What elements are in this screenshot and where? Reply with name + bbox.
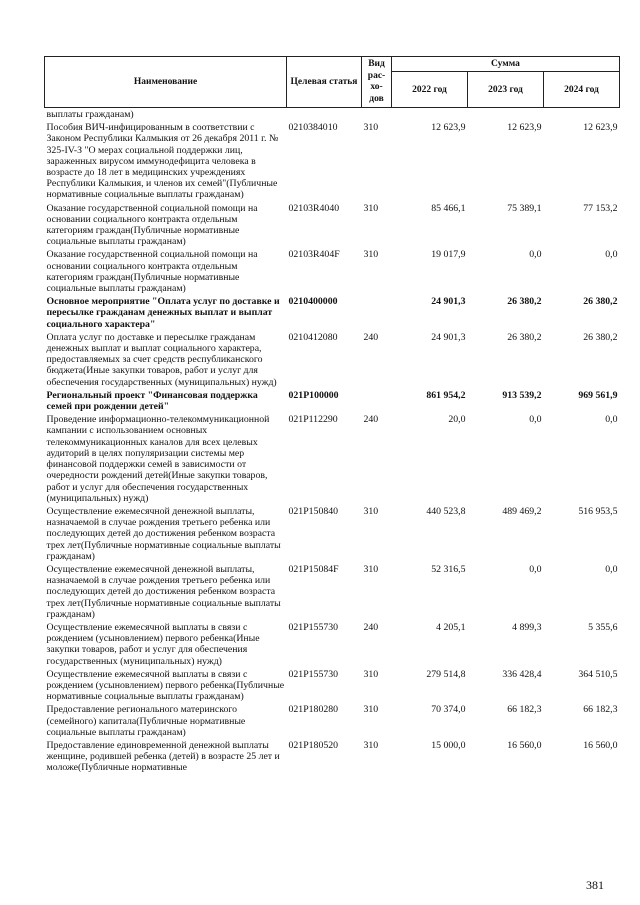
row-expense-type-cell: 310 [363,563,379,575]
row-name-cell: Осуществление ежемесячной денежной выплаты, назначаемой в случае рождения третьего ребенка или последующих детей до достижения ребенком возраста трех лет(Публичные нормативные социальные выплаты гражданам) [46,505,281,562]
row-amount-2023-cell: 75 389,1 [507,202,542,214]
row-name-cell: Осуществление ежемесячной выплаты в связи с рождением (усыновлением) первого ребенка(Иные закупки товаров, работ и услуг для обеспечения государственных (муниципальных) нужд) [46,621,260,667]
header-year-2024: 2024 год [544,72,620,108]
row-name-cell: Предоставление регионального материнского (семейного) капитала(Публичные нормативные социальные выплаты гражданам) [46,704,246,738]
row-name-cell: Оказание государственной социальной помощи на основании социального контракта отдельным категориям граждан(Публичные нормативные социальные выплаты гражданам) [46,249,258,295]
row-target-article-cell: 021P15084F [288,563,339,575]
row-amount-2024-cell: 16 560,0 [583,739,618,751]
row-amount-2023-cell: 489 469,2 [502,505,542,517]
row-expense-type-cell [362,295,392,331]
header-target-article: Целевая статья [287,57,362,108]
row-amount-2023-cell: 913 539,2 [502,389,542,401]
row-amount-2023-cell: 0,0 [529,563,542,575]
row-target-article-cell: 021P180520 [288,739,339,751]
row-target-article-cell: 0210384010 [288,122,338,134]
row-amount-2022-cell: 861 954,2 [426,389,466,401]
row-target-article-cell: 021P150840 [288,505,339,517]
row-expense-type-cell: 310 [363,704,379,716]
row-amount-2024-cell: 5 355,6 [588,621,618,633]
row-amount-2024-cell [544,108,620,122]
row-name-cell: Пособия ВИЧ-инфицированным в соответствии с Законом Республики Калмыкия от 26 декабря 2011 г. № 325-IV-З "О мерах социальной поддержки лиц, зараженных вирусом иммунодефицита человека в возрасте до 18 лет в медицинских учреждениях Республики Калмыкия, и членов их семей"(Публичные нормативные социальные выплаты гражданам) [46,122,279,201]
row-amount-2024-cell: 516 953,5 [578,505,618,517]
row-name-cell: Предоставление единовременной денежной выплаты женщине, родившей ребенка (детей) в возрасте 25 лет и моложе(Публичные нормативные [46,739,280,774]
row-amount-2022-cell: 20,0 [448,414,466,426]
header-sum: Сумма [392,57,620,72]
row-name-cell: Проведение информационно-телекоммуникационной кампании с использованием основных телекоммуникационных каналов для всех целевых аудиторий в целях популяризации системы мер финансовой поддержки семей в зависимости от очередности рождений детей(Иные закупки товаров, работ и услуг для обеспечения государственных (муниципальных) нужд) [46,414,270,504]
row-amount-2024-cell: 26 380,2 [583,331,618,343]
row-expense-type-cell: 240 [363,331,379,343]
table-row [45,202,620,249]
row-name-cell: Региональный проект "Финансовая поддержка семей при рождении детей" [46,389,258,413]
row-amount-2024-cell: 0,0 [605,414,618,426]
row-expense-type-cell: 310 [363,249,379,261]
row-name-cell: Осуществление ежемесячной денежной выплаты, назначаемой в случае рождения третьего ребенка или последующих детей до достижения ребенком возраста трех лет(Публичные нормативные социальные выплаты гражданам) [46,563,281,620]
row-amount-2022-cell: 15 000,0 [431,739,466,751]
table-header [45,57,620,108]
row-target-article-cell: 021P100000 [288,389,339,401]
row-amount-2022-cell: 24 901,3 [431,296,466,308]
row-target-article-cell: 0210400000 [288,296,338,308]
table-row [45,389,620,413]
page-number: 381 [586,878,604,892]
row-amount-2023-cell [468,108,544,122]
header-expense-type: Вид рас-хо-дов [362,57,392,108]
row-amount-2024-cell: 77 153,2 [583,202,618,214]
row-amount-2024-cell: 0,0 [605,249,618,261]
row-amount-2024-cell: 364 510,5 [578,668,618,680]
row-amount-2024-cell: 26 380,2 [583,296,618,308]
row-amount-2022-cell: 24 901,3 [431,331,466,343]
header-year-2022: 2022 год [392,72,468,108]
row-amount-2022-cell: 85 466,1 [431,202,466,214]
row-amount-2023-cell: 16 560,0 [507,739,542,751]
row-expense-type-cell: 240 [363,414,379,426]
header-name: Наименование [45,57,287,108]
row-amount-2023-cell: 26 380,2 [507,296,542,308]
row-target-article-cell: 02103R404F [288,249,340,261]
row-amount-2022-cell: 52 316,5 [431,563,466,575]
table-row [45,563,620,621]
table-row [45,505,620,563]
row-expense-type-cell: 310 [363,122,379,134]
row-name-cell: Оказание государственной социальной помощи на основании социального контракта отдельным категориям граждан(Публичные нормативные социальные выплаты гражданам) [46,202,258,248]
row-target-article-cell: 021P155730 [288,668,339,680]
row-amount-2022-cell: 279 514,8 [426,668,466,680]
row-name-cell: Оплата услуг по доставке и пересылке гражданам денежных выплат и выплат социального характера, предоставляемых за счет средств республиканского бюджета(Иные закупки товаров, работ и услуг для обеспечения государственных (муниципальных) нужд) [46,331,277,388]
table-row [45,621,620,668]
row-expense-type-cell [362,389,392,413]
row-name-cell: выплаты гражданам) [46,109,134,120]
row-amount-2023-cell: 4 899,3 [512,621,542,633]
row-target-article-cell [287,108,362,122]
row-amount-2023-cell: 336 428,4 [502,668,542,680]
row-expense-type-cell [362,108,392,122]
table-row [45,703,620,739]
row-amount-2023-cell: 26 380,2 [507,331,542,343]
table-row [45,248,620,295]
table-row [45,413,620,505]
row-expense-type-cell: 310 [363,202,379,214]
row-amount-2024-cell: 969 561,9 [578,389,618,401]
row-amount-2024-cell: 0,0 [605,563,618,575]
row-target-article-cell: 0210412080 [288,331,338,343]
table-body [45,108,620,775]
table-row [45,121,620,201]
row-target-article-cell: 021P180280 [288,704,339,716]
row-amount-2023-cell: 0,0 [529,249,542,261]
row-amount-2022-cell: 70 374,0 [431,704,466,716]
table-row [45,668,620,704]
row-expense-type-cell: 310 [363,668,379,680]
row-amount-2023-cell: 0,0 [529,414,542,426]
header-year-2023: 2023 год [468,72,544,108]
row-expense-type-cell: 310 [363,505,379,517]
table-row [45,108,620,122]
row-amount-2022-cell: 12 623,9 [431,122,466,134]
row-amount-2022-cell: 19 017,9 [431,249,466,261]
row-amount-2023-cell: 66 182,3 [507,704,542,716]
row-expense-type-cell: 240 [363,621,379,633]
row-expense-type-cell: 310 [363,739,379,751]
row-amount-2024-cell: 66 182,3 [583,704,618,716]
row-amount-2022-cell: 440 523,8 [426,505,466,517]
row-target-article-cell: 021P155730 [288,621,339,633]
budget-table [44,56,620,775]
table-row [45,331,620,389]
table-row [45,295,620,331]
row-amount-2024-cell: 12 623,9 [583,122,618,134]
row-amount-2023-cell: 12 623,9 [507,122,542,134]
row-target-article-cell: 02103R4040 [288,202,340,214]
row-amount-2022-cell: 4 205,1 [436,621,466,633]
row-name-cell: Осуществление ежемесячной выплаты в связи с рождением (усыновлением) первого ребенка(Публичные нормативные социальные выплаты гражданам) [46,668,285,703]
table-row [45,739,620,775]
row-name-cell: Основное мероприятие "Оплата услуг по доставке и пересылке гражданам денежных выплат и выплат социального характера" [46,296,280,330]
row-target-article-cell: 021P112290 [288,414,338,426]
row-amount-2022-cell [392,108,468,122]
